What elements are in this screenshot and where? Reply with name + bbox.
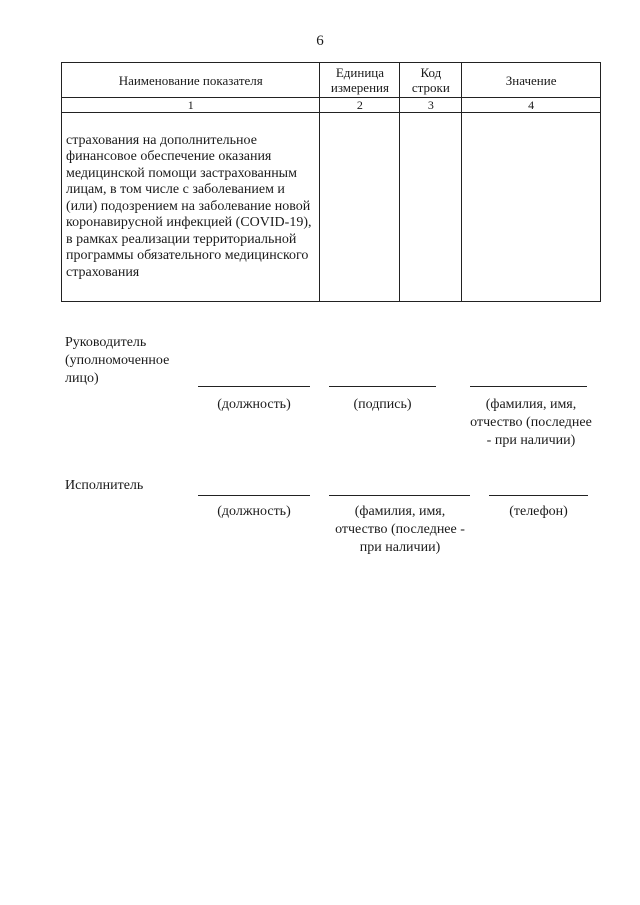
head-label: Руководитель (уполномоченное лицо) xyxy=(65,335,170,386)
header-row-code: Код строки xyxy=(400,63,462,98)
unit-cell xyxy=(320,113,400,302)
column-number-3: 3 xyxy=(400,98,462,113)
header-unit: Единица измерения xyxy=(320,63,400,98)
column-number-4: 4 xyxy=(462,98,601,113)
head-signature-caption: (подпись) xyxy=(353,397,412,412)
head-position-caption: (должность) xyxy=(217,397,291,412)
column-number-1: 1 xyxy=(62,98,320,113)
executor-label: Исполнитель xyxy=(65,478,144,493)
head-name-caption: (фамилия, имя, отчество (последнее - при наличии) xyxy=(470,397,592,448)
indicator-table xyxy=(61,62,601,302)
executor-name-line xyxy=(329,495,470,496)
head-name-line xyxy=(470,386,587,387)
column-number-2: 2 xyxy=(320,98,400,113)
head-position-line xyxy=(198,386,310,387)
executor-name-caption: (фамилия, имя, отчество (последнее - при наличии) xyxy=(335,504,465,555)
executor-position-caption: (должность) xyxy=(217,504,291,519)
executor-position-line xyxy=(198,495,310,496)
executor-phone-caption: (телефон) xyxy=(509,504,568,519)
column-number-row xyxy=(62,98,601,113)
value-cell xyxy=(462,113,601,302)
table-row xyxy=(62,113,601,302)
indicator-name-cell: страхования на дополнительное финансовое обеспечение оказания медицинской помощи застрахованным лицам, в том числе с заболеванием и (или) подозрением на заболевание новой коронавирусной инфекцией (COVID-19), в рамках реализации территориальной программы обязательного медицинского страхования xyxy=(62,113,320,302)
head-signature-line xyxy=(329,386,436,387)
page-number: 6 xyxy=(316,33,324,49)
header-value: Значение xyxy=(462,63,601,98)
executor-phone-line xyxy=(489,495,588,496)
table-header-row xyxy=(62,63,601,98)
row-code-cell xyxy=(400,113,462,302)
header-indicator-name: Наименование показателя xyxy=(62,63,320,98)
